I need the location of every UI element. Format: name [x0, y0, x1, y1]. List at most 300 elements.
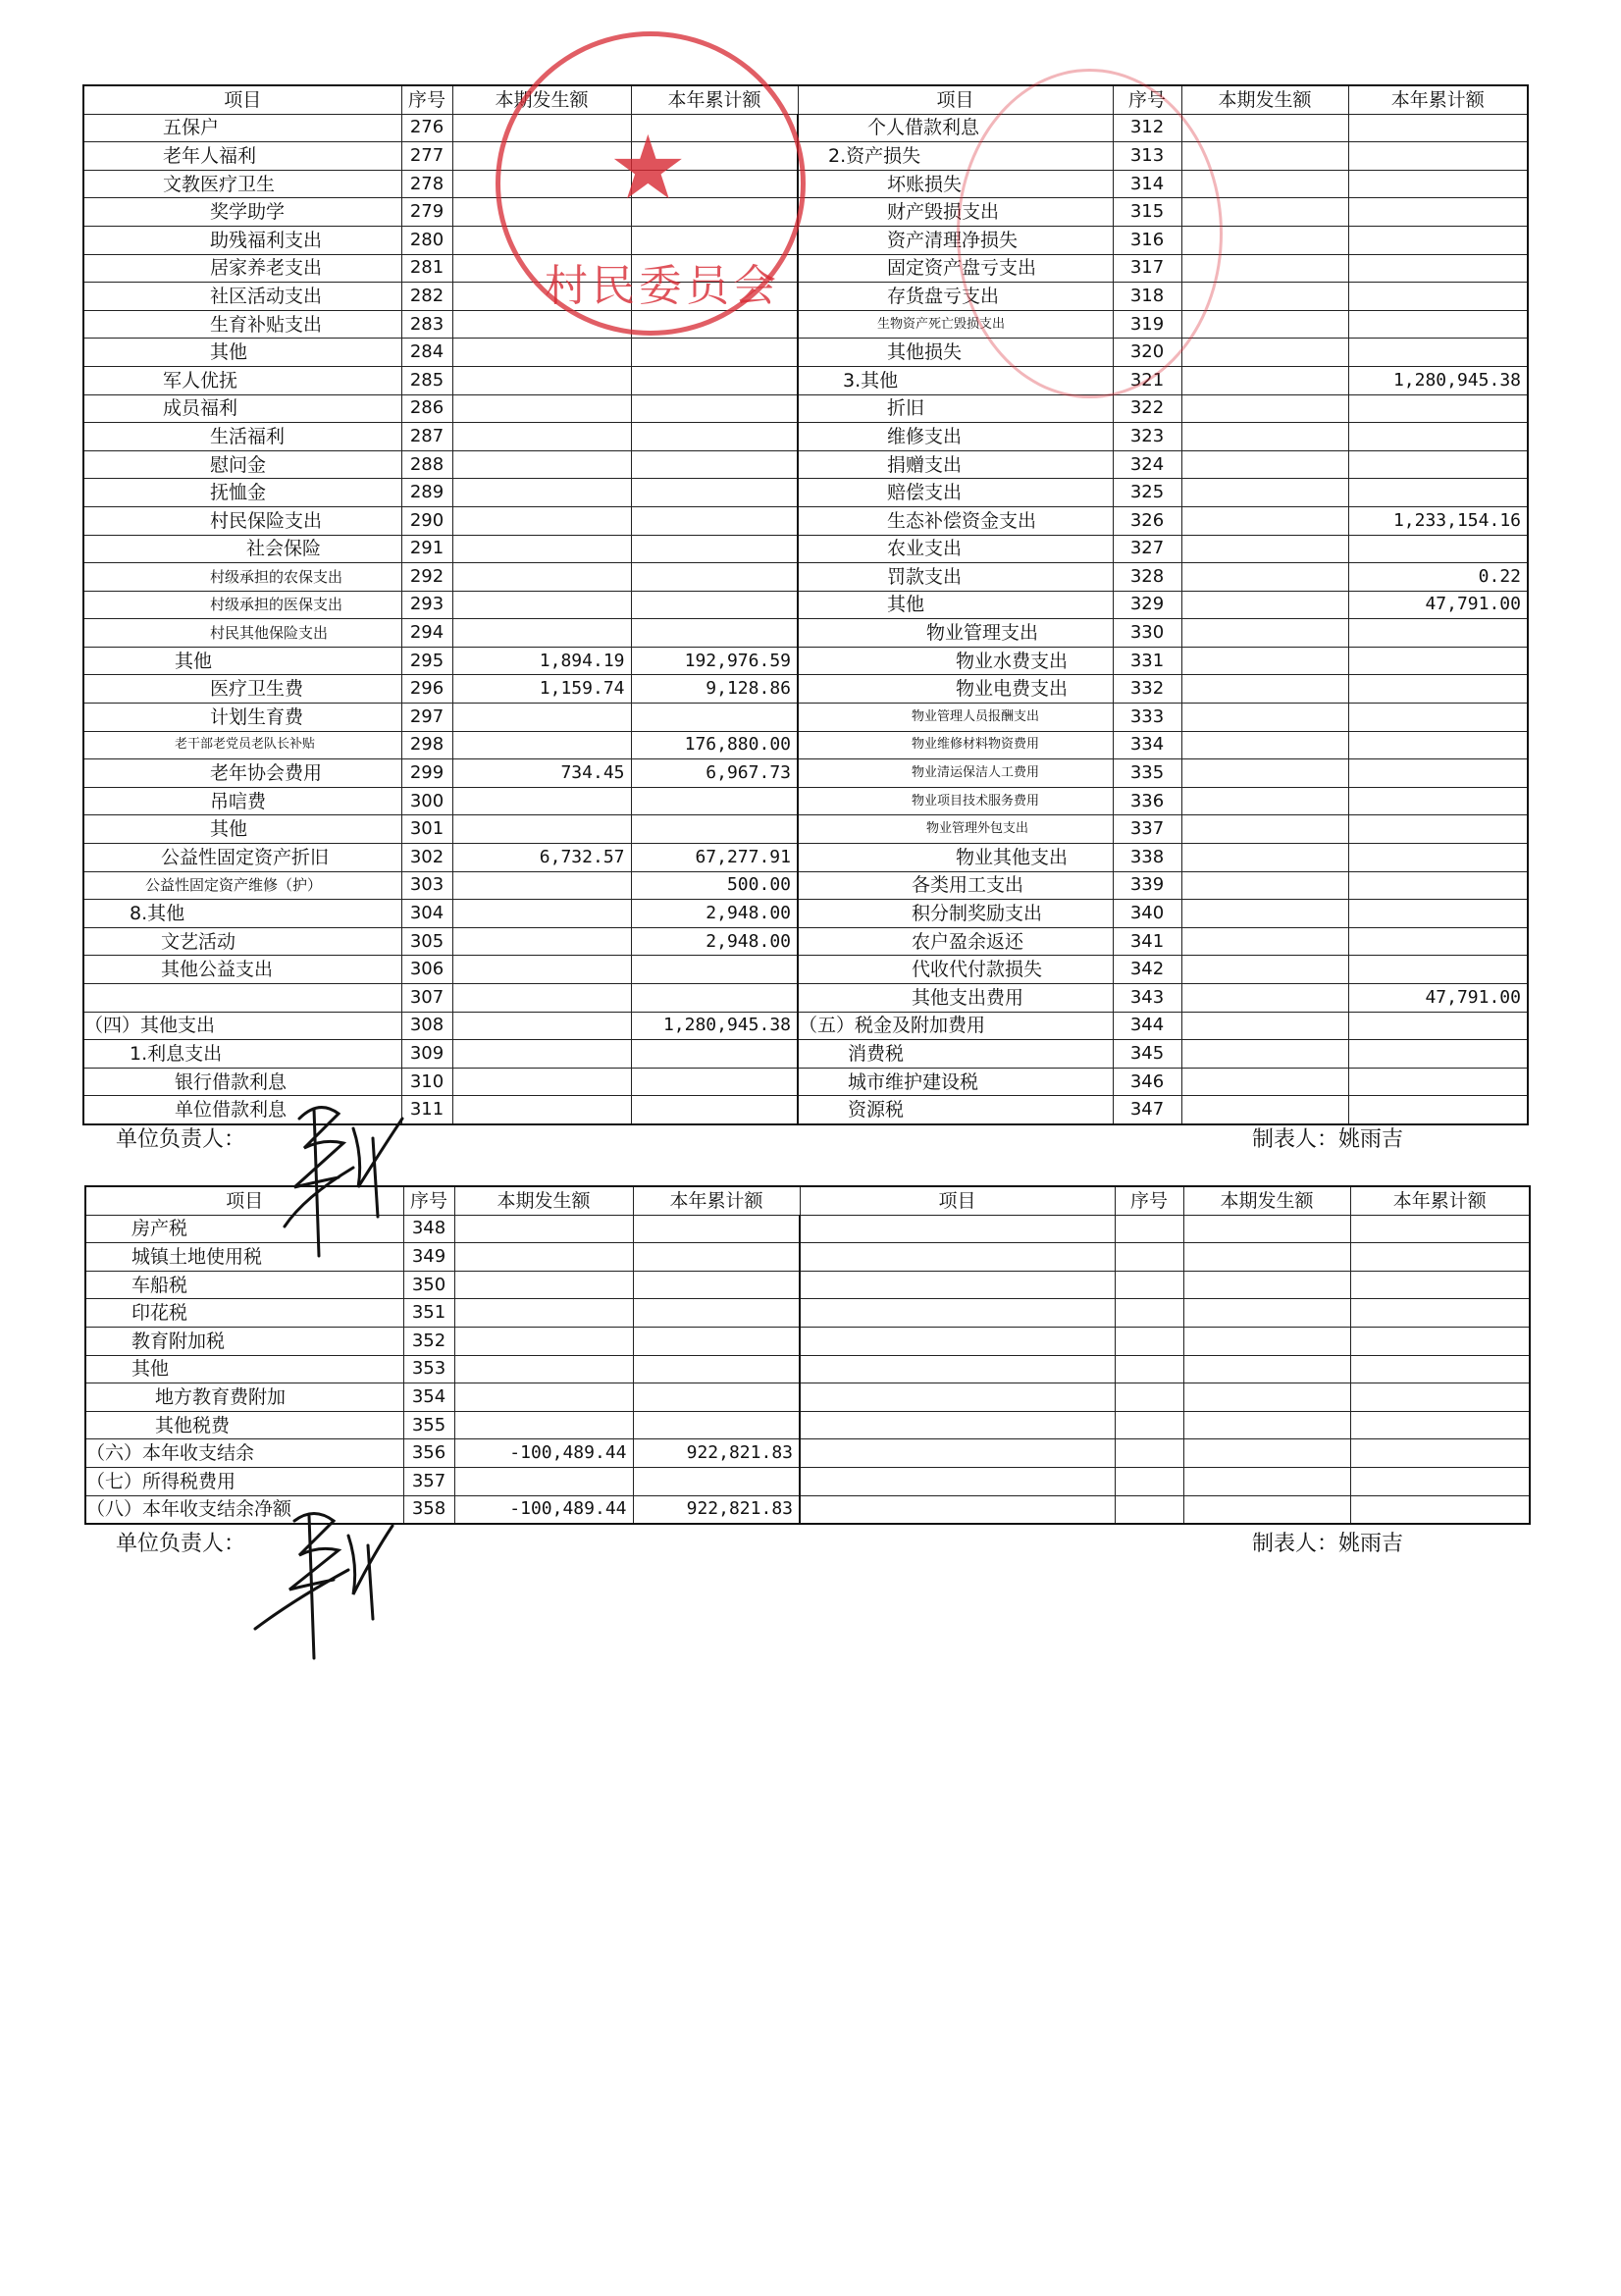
row-seq: 295	[401, 647, 452, 675]
row-ytd-amount: 6,967.73	[631, 759, 798, 788]
row-item: 生物资产死亡毁损支出	[798, 310, 1113, 339]
row-item: 慰问金	[83, 450, 401, 479]
row-item: 生态补偿资金支出	[798, 506, 1113, 535]
row-item: 社会保险	[83, 535, 401, 563]
row-item: 存货盘亏支出	[798, 283, 1113, 311]
row-period-amount	[1181, 1012, 1348, 1040]
row-item: 其他	[83, 815, 401, 844]
table-row	[85, 1327, 1530, 1355]
row-seq: 281	[401, 254, 452, 283]
table-row	[83, 815, 1528, 844]
row-seq: 308	[401, 1012, 452, 1040]
row-period-amount	[454, 1243, 633, 1272]
row-item: 其他损失	[798, 339, 1113, 367]
row-period-empty	[1183, 1439, 1350, 1468]
row-seq: 328	[1113, 563, 1181, 592]
row-item: 3.其他	[798, 366, 1113, 394]
row-seq: 299	[401, 759, 452, 788]
table-row	[83, 984, 1528, 1013]
row-seq-empty	[1115, 1271, 1183, 1299]
row-period-amount	[452, 339, 631, 367]
header-row	[83, 85, 1528, 114]
table-row	[83, 339, 1528, 367]
row-ytd-amount	[1348, 1096, 1528, 1124]
row-item: 消费税	[798, 1040, 1113, 1069]
row-period-amount	[452, 1040, 631, 1069]
row-period-amount	[452, 394, 631, 423]
table-row	[83, 535, 1528, 563]
row-seq: 327	[1113, 535, 1181, 563]
table-row	[83, 450, 1528, 479]
row-seq: 284	[401, 339, 452, 367]
faded-seal	[957, 69, 1223, 398]
row-period-amount	[1181, 704, 1348, 732]
header-ytd: 本年累计额	[633, 1186, 800, 1215]
row-seq: 351	[403, 1299, 454, 1328]
row-ytd-amount	[631, 1096, 798, 1124]
table-row	[85, 1383, 1530, 1412]
unit-head-label: 单位负责人：	[116, 1532, 246, 1556]
row-seq: 331	[1113, 647, 1181, 675]
table-row	[83, 731, 1528, 759]
row-ytd-amount	[631, 506, 798, 535]
table-row	[83, 591, 1528, 619]
row-period-empty	[1183, 1243, 1350, 1272]
row-period-amount	[1181, 450, 1348, 479]
row-item: 物业水费支出	[798, 647, 1113, 675]
row-seq: 342	[1113, 956, 1181, 984]
header-seq: 序号	[401, 85, 452, 114]
table-row	[85, 1355, 1530, 1383]
header-seq: 序号	[1115, 1186, 1183, 1215]
row-period-amount	[1181, 339, 1348, 367]
row-ytd-amount	[633, 1215, 800, 1243]
row-item: （五）税金及附加费用	[798, 1012, 1113, 1040]
row-item-empty	[800, 1439, 1115, 1468]
row-ytd-amount	[631, 1068, 798, 1096]
row-item: 抚恤金	[83, 479, 401, 507]
row-item: 印花税	[85, 1299, 403, 1328]
table-row	[83, 506, 1528, 535]
row-seq: 354	[403, 1383, 454, 1412]
row-ytd-amount	[1348, 731, 1528, 759]
row-ytd-amount	[631, 704, 798, 732]
row-period-empty	[1183, 1411, 1350, 1439]
table-row	[83, 394, 1528, 423]
row-period-amount	[452, 535, 631, 563]
row-ytd-amount	[1348, 339, 1528, 367]
row-seq: 300	[401, 787, 452, 815]
row-ytd-amount	[631, 815, 798, 844]
row-ytd-amount	[1348, 198, 1528, 227]
row-seq: 329	[1113, 591, 1181, 619]
row-seq: 350	[403, 1271, 454, 1299]
row-item-empty	[800, 1355, 1115, 1383]
header-seq: 序号	[1113, 85, 1181, 114]
row-item: 物业管理支出	[798, 619, 1113, 648]
row-seq: 285	[401, 366, 452, 394]
row-seq: 344	[1113, 1012, 1181, 1040]
row-seq: 301	[401, 815, 452, 844]
row-item: 8.其他	[83, 900, 401, 928]
row-item: 军人优抚	[83, 366, 401, 394]
row-item: 居家养老支出	[83, 254, 401, 283]
row-ytd-amount	[633, 1467, 800, 1495]
row-item: 车船税	[85, 1271, 403, 1299]
row-period-amount	[1181, 647, 1348, 675]
row-item: 资产清理净损失	[798, 226, 1113, 254]
row-item: 固定资产盘亏支出	[798, 254, 1113, 283]
row-item: 罚款支出	[798, 563, 1113, 592]
preparer-name: 姚雨吉	[1338, 1532, 1404, 1556]
row-seq-empty	[1115, 1243, 1183, 1272]
row-seq: 325	[1113, 479, 1181, 507]
row-seq: 283	[401, 310, 452, 339]
row-seq: 305	[401, 927, 452, 956]
row-ytd-amount	[1348, 170, 1528, 198]
row-period-amount	[452, 450, 631, 479]
row-ytd-amount	[631, 591, 798, 619]
header-item: 项目	[85, 1186, 403, 1215]
row-seq: 312	[1113, 114, 1181, 142]
row-seq-empty	[1115, 1383, 1183, 1412]
row-item: 其他公益支出	[83, 956, 401, 984]
table-row	[83, 226, 1528, 254]
row-seq: 335	[1113, 759, 1181, 788]
row-period-amount	[1181, 759, 1348, 788]
row-seq: 292	[401, 563, 452, 592]
table-row	[83, 283, 1528, 311]
row-item: 1.利息支出	[83, 1040, 401, 1069]
row-seq: 313	[1113, 142, 1181, 171]
row-period-amount	[1181, 394, 1348, 423]
row-period-empty	[1183, 1327, 1350, 1355]
row-period-amount	[1181, 787, 1348, 815]
row-ytd-amount: 176,880.00	[631, 731, 798, 759]
header-ytd: 本年累计额	[1348, 85, 1528, 114]
row-period-amount	[452, 815, 631, 844]
row-period-amount	[452, 871, 631, 900]
row-seq: 321	[1113, 366, 1181, 394]
row-seq: 318	[1113, 283, 1181, 311]
row-ytd-empty	[1350, 1327, 1530, 1355]
row-period-amount	[452, 506, 631, 535]
row-item: 文艺活动	[83, 927, 401, 956]
row-item: 医疗卫生费	[83, 675, 401, 704]
row-ytd-amount	[1348, 114, 1528, 142]
row-ytd-amount	[631, 563, 798, 592]
row-period-amount	[1181, 591, 1348, 619]
row-period-amount	[1181, 984, 1348, 1013]
row-ytd-amount	[1348, 283, 1528, 311]
row-seq: 355	[403, 1411, 454, 1439]
row-seq: 311	[401, 1096, 452, 1124]
row-seq: 349	[403, 1243, 454, 1272]
row-seq: 356	[403, 1439, 454, 1468]
row-period-amount: 6,732.57	[452, 844, 631, 872]
row-item: 城市维护建设税	[798, 1068, 1113, 1096]
table-row	[83, 563, 1528, 592]
row-seq: 315	[1113, 198, 1181, 227]
row-ytd-amount	[1348, 254, 1528, 283]
row-item: 老干部老党员老队长补贴	[83, 731, 401, 759]
row-seq: 294	[401, 619, 452, 648]
row-period-amount	[452, 619, 631, 648]
row-ytd-amount	[1348, 647, 1528, 675]
row-ytd-amount	[631, 984, 798, 1013]
row-ytd-empty	[1350, 1495, 1530, 1524]
row-item: 物业电费支出	[798, 675, 1113, 704]
row-ytd-amount	[1348, 423, 1528, 451]
row-ytd-amount	[631, 619, 798, 648]
row-seq-empty	[1115, 1495, 1183, 1524]
row-item-empty	[800, 1467, 1115, 1495]
row-seq: 346	[1113, 1068, 1181, 1096]
row-ytd-amount	[631, 366, 798, 394]
row-period-amount	[454, 1271, 633, 1299]
row-period-amount	[454, 1299, 633, 1328]
table-row	[83, 479, 1528, 507]
preparer	[1252, 1527, 1403, 1557]
row-seq: 358	[403, 1495, 454, 1524]
row-seq: 336	[1113, 787, 1181, 815]
row-ytd-amount	[631, 535, 798, 563]
row-period-amount	[1181, 927, 1348, 956]
row-seq: 298	[401, 731, 452, 759]
row-ytd-empty	[1350, 1411, 1530, 1439]
row-item: 地方教育费附加	[85, 1383, 403, 1412]
row-period-amount	[1181, 563, 1348, 592]
row-period-amount	[1181, 675, 1348, 704]
row-item: 物业管理人员报酬支出	[798, 704, 1113, 732]
table-row	[83, 675, 1528, 704]
row-ytd-amount	[631, 394, 798, 423]
official-seal	[496, 31, 806, 336]
row-period-amount	[452, 1096, 631, 1124]
row-ytd-amount: 192,976.59	[631, 647, 798, 675]
row-ytd-amount	[1348, 927, 1528, 956]
row-ytd-amount	[1348, 900, 1528, 928]
row-ytd-empty	[1350, 1271, 1530, 1299]
table-row	[83, 927, 1528, 956]
row-ytd-amount	[1348, 142, 1528, 171]
row-seq: 291	[401, 535, 452, 563]
header-period: 本期发生额	[454, 1186, 633, 1215]
row-ytd-amount	[633, 1271, 800, 1299]
row-seq: 293	[401, 591, 452, 619]
row-ytd-amount	[1348, 815, 1528, 844]
table-row	[83, 900, 1528, 928]
row-ytd-amount	[631, 787, 798, 815]
row-ytd-empty	[1350, 1299, 1530, 1328]
row-period-amount	[452, 927, 631, 956]
row-ytd-amount: 500.00	[631, 871, 798, 900]
row-ytd-empty	[1350, 1215, 1530, 1243]
row-seq: 302	[401, 844, 452, 872]
row-period-amount	[454, 1355, 633, 1383]
row-period-empty	[1183, 1271, 1350, 1299]
row-item: （四）其他支出	[83, 1012, 401, 1040]
row-item: 农户盈余返还	[798, 927, 1113, 956]
header-ytd: 本年累计额	[1350, 1186, 1530, 1215]
row-seq: 278	[401, 170, 452, 198]
row-seq: 280	[401, 226, 452, 254]
row-seq: 340	[1113, 900, 1181, 928]
row-seq: 290	[401, 506, 452, 535]
row-item: 计划生育费	[83, 704, 401, 732]
row-seq: 286	[401, 394, 452, 423]
row-seq: 314	[1113, 170, 1181, 198]
row-item-empty	[800, 1215, 1115, 1243]
table-row	[83, 198, 1528, 227]
row-ytd-amount	[1348, 704, 1528, 732]
row-seq: 276	[401, 114, 452, 142]
row-item: 其他支出费用	[798, 984, 1113, 1013]
row-ytd-amount	[1348, 871, 1528, 900]
table-row	[83, 956, 1528, 984]
preparer-name: 姚雨吉	[1338, 1127, 1404, 1152]
row-item-empty	[800, 1411, 1115, 1439]
row-item: 公益性固定资产维修（护）	[83, 871, 401, 900]
row-period-amount	[1181, 844, 1348, 872]
row-ytd-amount: 2,948.00	[631, 900, 798, 928]
row-item: 单位借款利息	[83, 1096, 401, 1124]
row-ytd-amount	[1348, 844, 1528, 872]
row-ytd-amount: 1,233,154.16	[1348, 506, 1528, 535]
header-seq: 序号	[403, 1186, 454, 1215]
row-item: 吊唁费	[83, 787, 401, 815]
row-item-empty	[800, 1271, 1115, 1299]
row-item: 五保户	[83, 114, 401, 142]
row-seq: 289	[401, 479, 452, 507]
row-seq: 343	[1113, 984, 1181, 1013]
row-ytd-amount: 0.22	[1348, 563, 1528, 592]
row-item: 物业维修材料物资费用	[798, 731, 1113, 759]
row-period-amount	[452, 423, 631, 451]
row-seq-empty	[1115, 1439, 1183, 1468]
row-item: 生育补贴支出	[83, 310, 401, 339]
row-item: 社区活动支出	[83, 283, 401, 311]
row-period-amount	[1181, 366, 1348, 394]
row-period-amount	[452, 731, 631, 759]
row-seq: 352	[403, 1327, 454, 1355]
row-item: （六）本年收支结余	[85, 1439, 403, 1468]
row-period-amount	[1181, 956, 1348, 984]
preparer	[1252, 1122, 1403, 1153]
row-item: 其他税费	[85, 1411, 403, 1439]
row-seq: 357	[403, 1467, 454, 1495]
row-period-amount	[452, 704, 631, 732]
row-period-amount	[1181, 1068, 1348, 1096]
row-period-amount	[1181, 423, 1348, 451]
row-period-amount	[1181, 310, 1348, 339]
signature-2-icon	[235, 1491, 402, 1678]
row-period-empty	[1183, 1299, 1350, 1328]
header-item: 项目	[800, 1186, 1115, 1215]
row-item: 村民保险支出	[83, 506, 401, 535]
table-row	[83, 844, 1528, 872]
row-item-empty	[800, 1495, 1115, 1524]
row-period-empty	[1183, 1383, 1350, 1412]
row-item: 房产税	[85, 1215, 403, 1243]
row-item: 折旧	[798, 394, 1113, 423]
row-ytd-empty	[1350, 1355, 1530, 1383]
row-period-amount	[1181, 871, 1348, 900]
row-item: 其他	[798, 591, 1113, 619]
row-item: 个人借款利息	[798, 114, 1113, 142]
table-row	[83, 619, 1528, 648]
row-period-amount: 1,894.19	[452, 647, 631, 675]
row-ytd-amount: 922,821.83	[633, 1495, 800, 1524]
row-seq: 348	[403, 1215, 454, 1243]
header-item: 项目	[83, 85, 401, 114]
row-item: 物业项目技术服务费用	[798, 787, 1113, 815]
row-item-empty	[800, 1299, 1115, 1328]
row-period-empty	[1183, 1215, 1350, 1243]
row-item: 奖学助学	[83, 198, 401, 227]
preparer-label: 制表人：	[1252, 1532, 1339, 1556]
row-period-amount	[452, 956, 631, 984]
table-row	[83, 142, 1528, 171]
row-period-amount	[1181, 619, 1348, 648]
row-item-empty	[800, 1243, 1115, 1272]
row-item: 捐赠支出	[798, 450, 1113, 479]
row-period-amount	[1181, 1096, 1348, 1124]
row-ytd-amount: 1,280,945.38	[1348, 366, 1528, 394]
row-item-empty	[800, 1383, 1115, 1412]
row-period-amount	[452, 1068, 631, 1096]
row-item: 助残福利支出	[83, 226, 401, 254]
row-seq: 332	[1113, 675, 1181, 704]
table-row	[83, 254, 1528, 283]
row-seq: 304	[401, 900, 452, 928]
row-period-amount	[1181, 479, 1348, 507]
table-row	[83, 704, 1528, 732]
row-period-amount	[452, 1012, 631, 1040]
row-seq: 341	[1113, 927, 1181, 956]
seal-text: 村民委员会	[545, 261, 780, 311]
row-period-amount	[452, 900, 631, 928]
row-seq: 338	[1113, 844, 1181, 872]
row-seq: 277	[401, 142, 452, 171]
row-ytd-amount: 2,948.00	[631, 927, 798, 956]
row-item: 其他	[85, 1355, 403, 1383]
header-ytd: 本年累计额	[631, 85, 798, 114]
row-ytd-amount	[631, 423, 798, 451]
row-item: 维修支出	[798, 423, 1113, 451]
row-period-amount: 1,159.74	[452, 675, 631, 704]
row-period-amount	[1181, 731, 1348, 759]
row-ytd-amount	[1348, 675, 1528, 704]
row-ytd-amount	[633, 1355, 800, 1383]
row-period-amount	[1181, 506, 1348, 535]
table-row	[85, 1439, 1530, 1468]
row-period-amount	[1181, 114, 1348, 142]
row-seq: 353	[403, 1355, 454, 1383]
row-seq: 287	[401, 423, 452, 451]
row-seq-empty	[1115, 1327, 1183, 1355]
row-period-amount	[1181, 900, 1348, 928]
row-ytd-empty	[1350, 1439, 1530, 1468]
row-period-amount	[454, 1215, 633, 1243]
row-seq: 317	[1113, 254, 1181, 283]
row-period-empty	[1183, 1495, 1350, 1524]
header-item: 项目	[798, 85, 1113, 114]
row-ytd-amount	[631, 479, 798, 507]
row-ytd-amount	[1348, 535, 1528, 563]
row-ytd-amount	[1348, 394, 1528, 423]
row-seq-empty	[1115, 1411, 1183, 1439]
